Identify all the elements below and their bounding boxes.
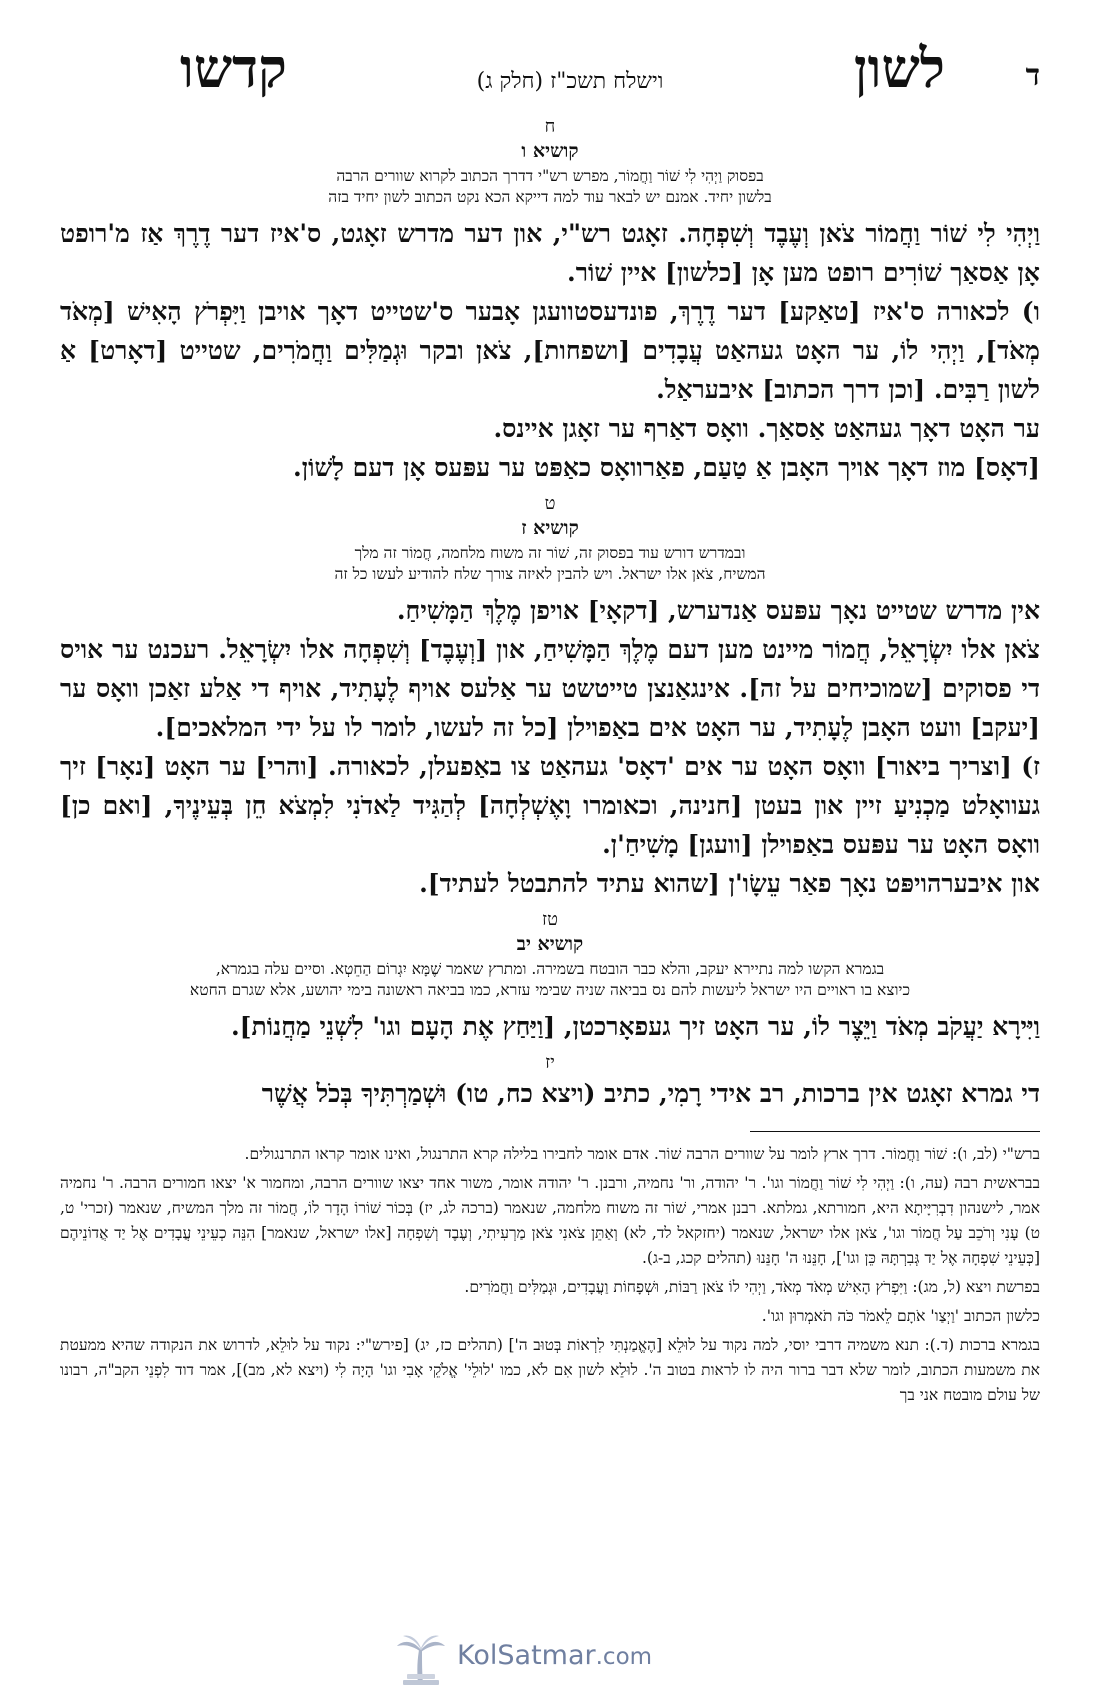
section-number: ח	[544, 116, 556, 137]
question-line: בלשון יחיד. אמנם יש לבאר עוד למה דייקא הכא נקט הכתוב לשון יחיד בזה	[328, 188, 772, 206]
running-title-left: קדשו	[180, 36, 287, 100]
body-paragraph: וַיִּירָא יַעֲקֹב מְאֹד וַיֵּצֶר לוֹ, ער האָט זיך געפאָרכטן, [וַיַּחַץ אֶת הָעָם וגו' לִשְׁנֵי מַחֲנוֹת].	[230, 1012, 1040, 1041]
body-paragraph: אין מדרש שטייט נאָך עפּעס אַנדערש, [דקאָי] אויפן מֶלֶךְ הַמָּשִׁיחַ.	[396, 596, 1040, 625]
section-number: יז	[545, 1052, 555, 1073]
kushya-question	[60, 959, 1040, 1001]
section	[60, 116, 1040, 487]
question-line: בפסוק וַיְהִי לִי שׁוֹר וַחֲמוֹר, מפרש רש"י דדרך הכתוב לקרוא שוורים הרבה	[336, 167, 764, 185]
footnote: בבראשית רבה (עה, ו): וַיְהִי לִי שׁוֹר וַחֲמוֹר וגו'. ר' יהודה, ור' נחמיה, ורבנן. ר' יהודה אומר, משור אחד יצאו שוורים הרבה, ומחמור א' יצאו חמורים הרבה. ר' נחמיה אמר, לישנהון דִבְרִיָּיתָא היא, חמורתא, גמלתא. רבנן אמרי, שׁוֹר זה משוח מלחמה, שנאמר (ברכה לג, יז) בְּכוֹר שׁוֹרוֹ הָדָר לוֹ, חֲמוֹר זה מלך המשיח, שנאמר (זכרי' ט, ט) עָנִי וְרֹכֵב עַל חֲמוֹר וגו', צֹאן אלו ישראל, שנאמר (יחזקאל לד, לא) וְאַתֵּן צֹאנִי צֹאן מַרְעִיתִי, וְעֶבֶד וְשִׁפְחָה [אלו ישראל, שנאמר] הִנֵּה כְעֵינֵי עֲבָדִים אֶל יַד אֲדוֹנֵיהֶם [כְּעֵינֵי שִׁפְחָה אֶל יַד גְּבִרְתָּהּ כֵּן וגו'], חָנֵּנוּ ה' חָנֵּנוּ (תהלים קכג, ב-ג).	[60, 1174, 1040, 1267]
body-paragraph: צֹאן אלו יִשְׂרָאֵל, חֲמוֹר מיינט מען דעם מֶלֶךְ הַמָּשִׁיחַ, און [וְעֶבֶד] וְשִׁפְחָה אלו יִשְׂרָאֵל. רעכנט ער אויס די פסוקים [שמוכיחים על זה]. אינגאַנצן טייטשט ער אַלעס אויף לֶעָתִיד, אויף די אַלע זאַכן וואָס ער [יעקב] וועט האָבן לֶעָתִיד, ער האָט אים באַפוילן [כל זה לעשו, לומר לו על ידי המלאכים].	[60, 635, 1040, 742]
footnote: כלשון הכתוב 'וַיְצַו' אֹתָם לֵאמֹר כֹּה תֹאמְרוּן וגו'.	[761, 1307, 1040, 1325]
question-line: המשיח, צֹאן אלו ישראל. ויש להבין לאיזה צורך שלח להודיע לעשו כל זה	[334, 565, 766, 583]
question-line: ובמדרש דורש עוד בפסוק זה, שׁוֹר זה משוח מלחמה, חֲמוֹר זה מלך	[354, 544, 746, 562]
kushya-question	[60, 166, 1040, 208]
body-paragraph: ו) לכאורה ס'איז [טאַקע] דער דֶרֶךְ, פונדעסטוועגן אָבער ס'שטייט דאָך אויבן וַיִּפְרֹץ הָאִישׁ [מְאֹד מְאֹד], וַיְהִי לוֹ, ער האָט געהאַט עֲבָדִים [ושפחות], צֹאן ובקר וּגְמַלִּים וַחֲמֹרִים, שטייט [דאָרט] אַ לשון רַבִּים. [וכן דרך הכתוב] איבעראַל.	[60, 297, 1040, 404]
kushya-heading: קושיא יב	[516, 933, 584, 955]
body-paragraph: ער האָט דאָך געהאַט אַסאַך. וואָס דאַרף ער זאָגן איינס.	[493, 414, 1040, 443]
footnotes	[60, 1142, 1040, 1408]
section	[60, 1052, 1040, 1113]
question-line: בגמרא הקשו למה נתיירא יעקב, והלא כבר הובטח בשמירה. ומתרץ שאמר שֶׁמָּא יִגְרוֹם הַחֵטְא. וסיים עלה בגמרא,	[215, 960, 885, 978]
kushya-question	[60, 543, 1040, 585]
page-header	[60, 30, 1040, 110]
question-line: כיוצא בו ראויים היו ישראל ליעשות להם נס בביאה שניה שבימי עזרא, כמו בביאה ראשונה בימי יהושע, אלא שגרם החטא	[189, 981, 911, 999]
footnote: בגמרא ברכות (ד.): תנא משמיה דרבי יוסי, למה נקוד על לוּלֵא [הֶאֱמַנְתִּי לִרְאוֹת בְּטוּב ה'] (תהלים כז, יג) [פירש"י: נקוד על לוּלֵא, לדרוש את הנקודה שהיא ממעטת את משמעות הכתוב, לומר שלא דבר ברור היה לו לראות בטוב ה'. לוּלֵא לשון אִם לֹא, כמו 'לוּלֵי' אֱלֹקֵי אָבִי וגו' הָיָה לִי (ויצא לא, מב)], אמר דוד לִפְנֵי הקב"ה, רבונו של עולם מובטח אני בך	[60, 1336, 1040, 1404]
section	[60, 493, 1040, 903]
running-title-right: לשון	[853, 36, 945, 100]
kushya-heading: קושיא ז	[521, 517, 579, 539]
page-letter: ד	[1025, 58, 1040, 93]
section	[60, 909, 1040, 1046]
palm-tree-icon	[395, 1632, 447, 1688]
watermark-logo	[395, 1632, 705, 1688]
logo-text	[457, 1640, 652, 1671]
body-paragraph: און איבערהויפּט נאָך פאַר עֵשָׂו'ן [שהוא עתיד להתבטל לעתיד].	[419, 869, 1040, 898]
running-subtitle: וישלח תשכ"ז (חלק ג)	[476, 69, 664, 94]
section-number: טז	[542, 909, 558, 930]
body-paragraph: וַיְהִי לִי שׁוֹר וַחֲמוֹר צֹאן וְעֶבֶד וְשִׁפְחָה. זאָגט רש"י, און דער מדרש זאָגט, ס'איז דער דֶרֶךְ אַז מ'רופט אָן אַסאַך שׁוֹרִים רופט מען אָן [כלשון] איין שׁוֹר.	[60, 219, 1040, 287]
footnote: בפרשת ויצא (ל, מג): וַיִּפְרֹץ הָאִישׁ מְאֹד מְאֹד, וַיְהִי לוֹ צֹאן רַבּוֹת, וּשְׁפָחוֹת וַעֲבָדִים, וּגְמַלִּים וַחֲמֹרִים.	[464, 1278, 1040, 1296]
body-paragraph: די גמרא זאָגט אין ברכות, רב אידי רָמִי, כתיב (ויצא כח, טו) וּשְׁמַרְתִּיךָ בְּכֹל אֲשֶׁר	[261, 1079, 1040, 1108]
section-number: ט	[544, 493, 556, 514]
body-paragraph: [דאָס] מוז דאָך אויך האָבן אַ טַעַם, פאַרוואָס כאַפּט ער עפּעס אָן דעם לָשׁוֹן.	[293, 453, 1040, 482]
page	[60, 30, 1040, 1412]
body-paragraph: ז) [וצריך ביאור] וואָס האָט ער אים 'דאָס' געהאַט צו באַפעלן, לכאורה. [והרי] ער האָט [נאָר] זיך געוואָלט מַכְנִיעַ זיין און בעטן [חנינה, וכאומרו וָאֶשְׁלְחָה] לְהַגִּיד לַאדֹנִי לִמְצֹא חֵן בְּעֵינֶיךָ, [ואם כן] וואָס האָט ער עפּעס באַפוילן [וועגן] מָשִׁיחַ'ן.	[60, 752, 1040, 859]
kushya-heading: קושיא ו	[521, 140, 579, 162]
footnote: ברש"י (לב, ו): שׁוֹר וַחֲמוֹר. דרך ארץ לומר על שוורים הרבה שׁוֹר. אדם אומר לחבירו בלילה קרא התרנגול, ואינו אומר קראו התרנגולים.	[244, 1145, 1040, 1163]
footnote-divider	[750, 1131, 1040, 1132]
logo-domain: .com	[595, 1644, 653, 1670]
logo-brand: KolSatmar	[457, 1640, 596, 1671]
